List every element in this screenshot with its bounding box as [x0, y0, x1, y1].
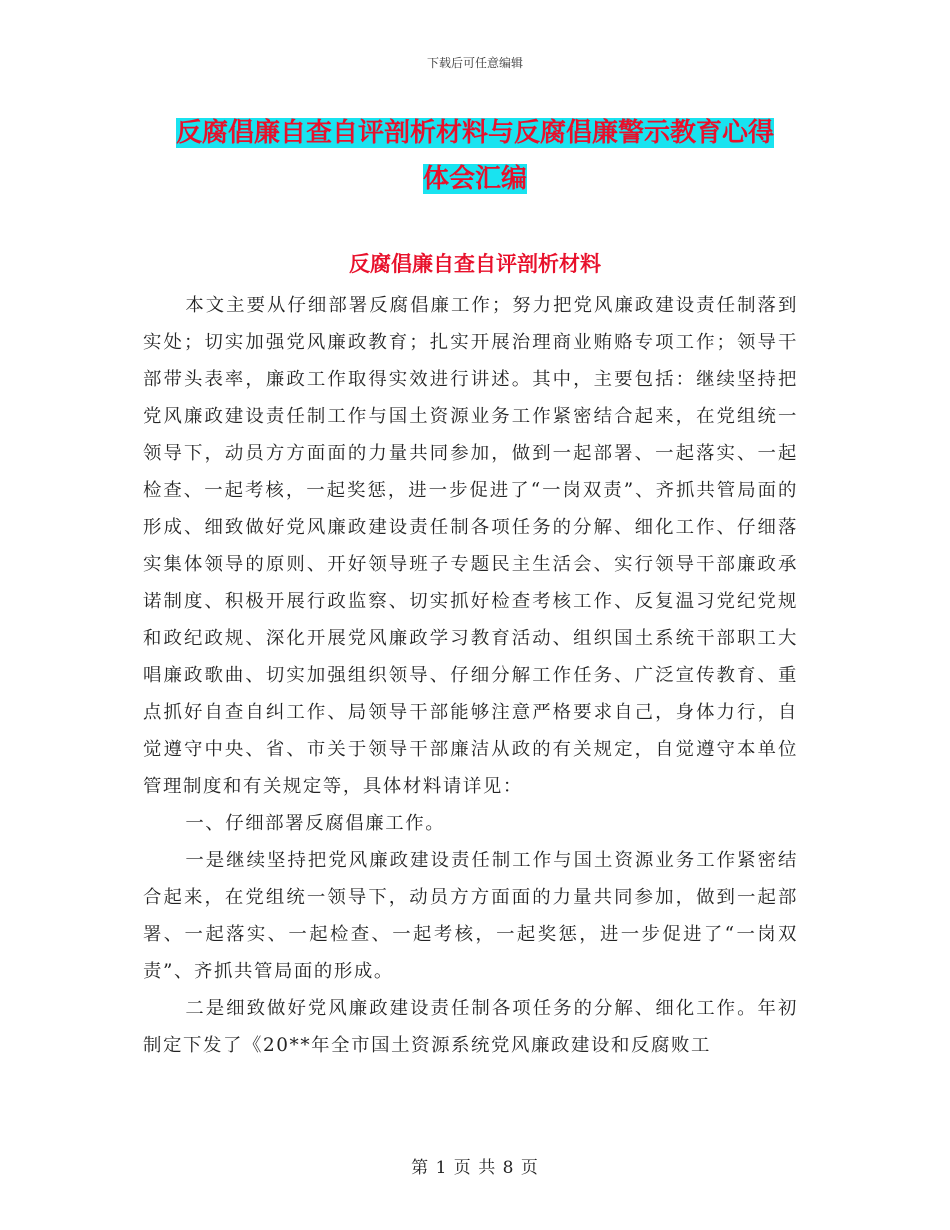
paragraph: 本文主要从仔细部署反腐倡廉工作；努力把党风廉政建设责任制落到实处；切实加强党风廉政教育；扎实开展治理商业贿赂专项工作；领导干部带头表率，廉政工作取得实效进行讲述。其中，主要包括：继续坚持把党风廉政建设责任制工作与国土资源业务工作紧密结合起来，在党组统一领导下，动员方方面面的力量共同参加，做到一起部署、一起落实、一起检查、一起考核，一起奖惩，进一步促进了“一岗双责”、齐抓共管局面的形成、细致做好党风廉政建设责任制各项任务的分解、细化工作、仔细落实集体领导的原则、开好领导班子专题民主生活会、实行领导干部廉政承诺制度、积极开展行政监察、切实抓好检查考核工作、反复温习党纪党规和政纪政规、深化开展党风廉政学习教育活动、组织国土系统干部职工大唱廉政歌曲、切实加强组织领导、仔细分解工作任务、广泛宣传教育、重点抓好自查自纠工作、局领导干部能够注意严格要求自己，身体力行，自觉遵守中央、省、市关于领导干部廉洁从政的有关规定，自觉遵守本单位管理制度和有关规定等，具体材料请详见：: [143, 295, 798, 797]
document-title: [140, 110, 810, 202]
page-footer: 第 1 页 共 8 页: [411, 1158, 539, 1178]
title-line-2: 体会汇编: [422, 164, 527, 194]
body-text: [143, 287, 798, 1064]
header-note: 下载后可任意编辑: [426, 56, 523, 70]
paragraph: 一是继续坚持把党风廉政建设责任制工作与国土资源业务工作紧密结合起来，在党组统一领导下，动员方方面面的力量共同参加，做到一起部署、一起落实、一起检查、一起考核，一起奖惩，进一步促进了“一岗双责”、齐抓共管局面的形成。: [143, 850, 798, 982]
paragraph: 二是细致做好党风廉政建设责任制各项任务的分解、细化工作。年初制定下发了《20**年全市国土资源系统党风廉政建设和反腐败工: [143, 998, 798, 1056]
paragraph: 一、仔细部署反腐倡廉工作。: [185, 813, 446, 834]
title-line-1: 反腐倡廉自查自评剖析材料与反腐倡廉警示教育心得: [175, 118, 774, 148]
section-title: 反腐倡廉自查自评剖析材料: [349, 252, 601, 276]
